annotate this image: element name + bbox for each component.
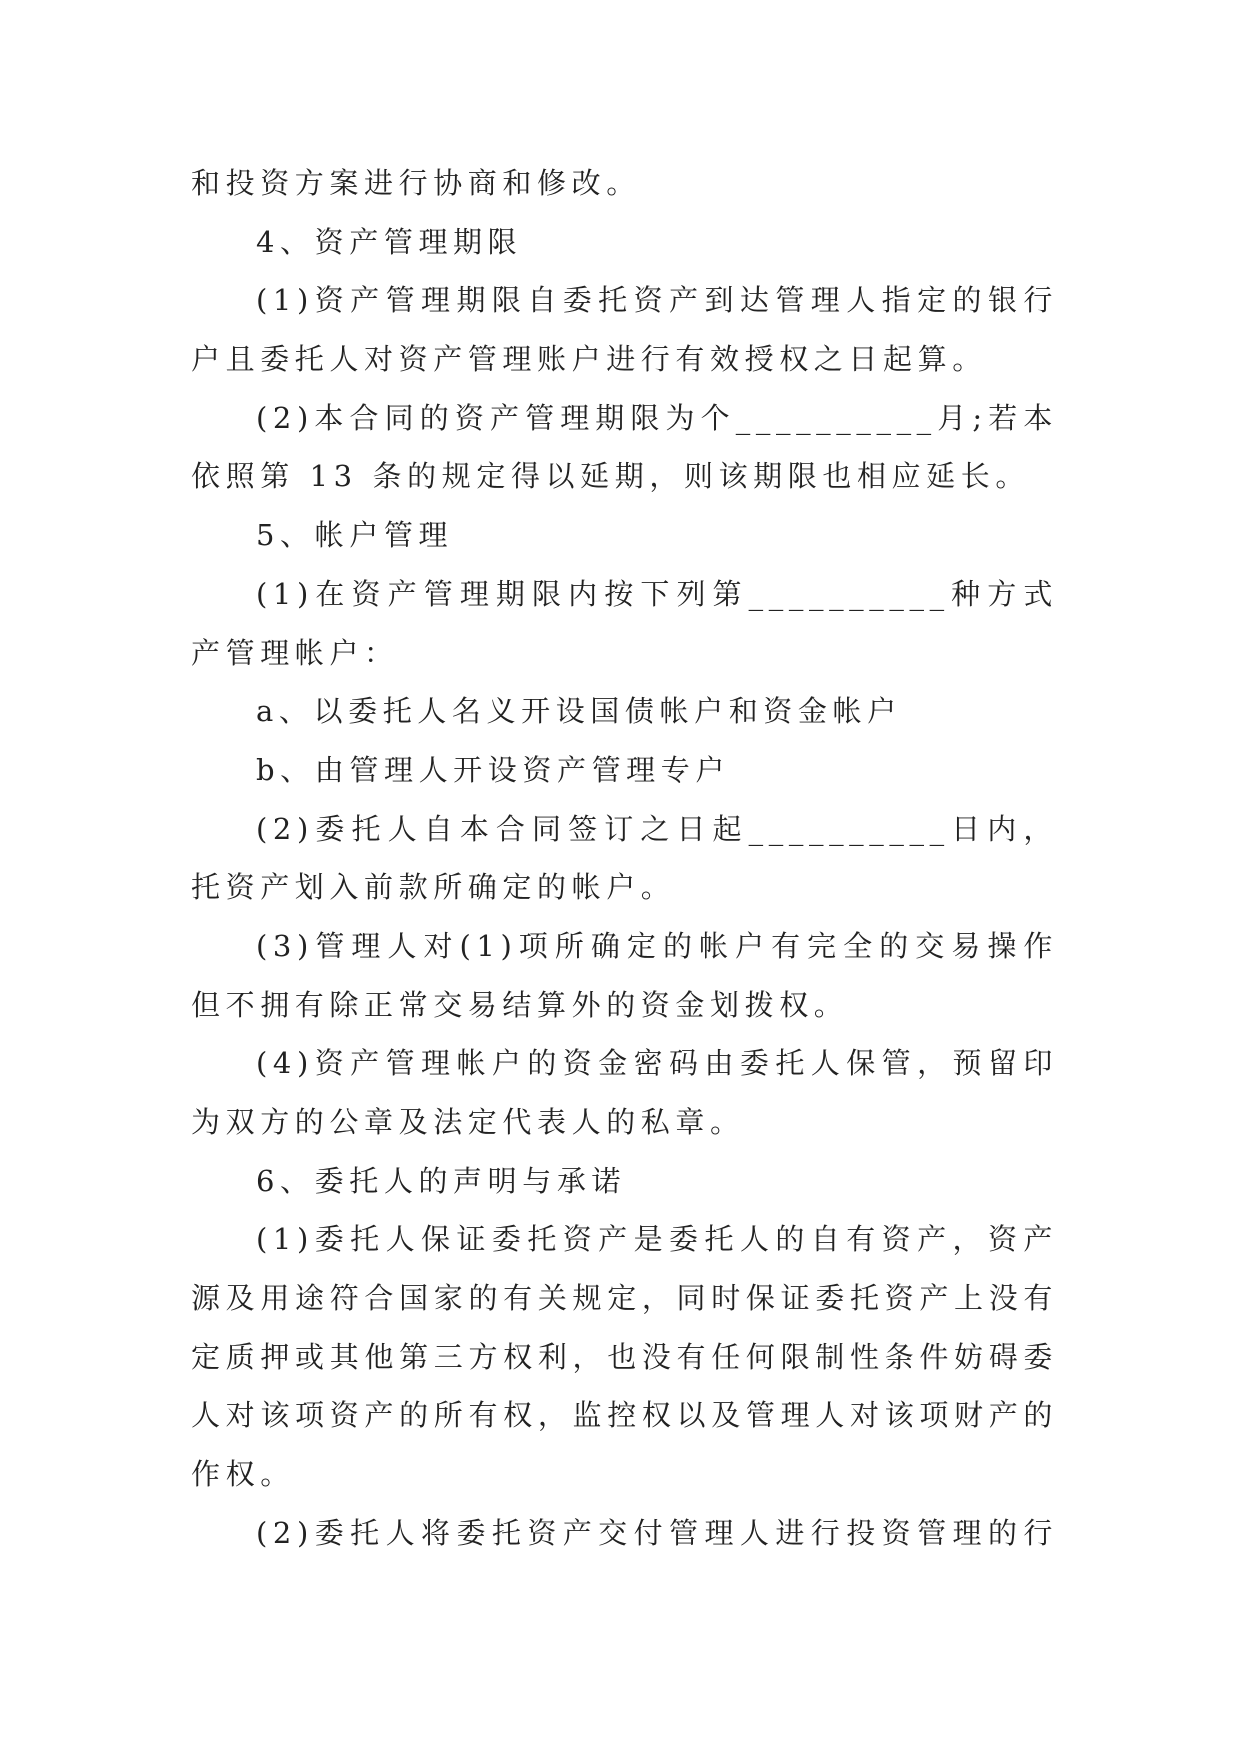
clause-line: 定质押或其他第三方权利，也没有任何限制性条件妨碍委 — [191, 1339, 1058, 1374]
clause-line: 作权。 — [191, 1457, 295, 1492]
clause-line: (1)委托人保证委托资产是委托人的自有资产，资产 — [256, 1222, 1058, 1257]
clause-line: 依照第 13 条的规定得以延期，则该期限也相应延长。 — [191, 459, 1030, 494]
clause-line: 户且委托人对资产管理账户进行有效授权之日起算。 — [191, 342, 987, 377]
clause-line: 源及用途符合国家的有关规定，同时保证委托资产上没有 — [191, 1281, 1058, 1316]
clause-line: (4)资产管理帐户的资金密码由委托人保管，预留印 — [256, 1046, 1058, 1081]
clause-line: (2)委托人将委托资产交付管理人进行投资管理的行 — [256, 1515, 1058, 1550]
clause-line: (1)资产管理期限自委托资产到达管理人指定的银行 — [256, 283, 1058, 318]
document-body — [191, 154, 1058, 1563]
paragraph-line: 和投资方案进行协商和修改。 — [191, 166, 641, 200]
clause-line: (2)委托人自本合同签订之日起__________日内， — [256, 811, 1058, 846]
clause-line: 产管理帐户： — [191, 635, 399, 670]
clause-line: (1)在资产管理期限内按下列第__________种方式 — [256, 576, 1058, 611]
section-heading: 6、委托人的声明与承诺 — [256, 1163, 627, 1198]
clause-line: 托资产划入前款所确定的帐户。 — [191, 870, 676, 905]
section-heading: 5、帐户管理 — [256, 518, 454, 553]
clause-line: 人对该项资产的所有权，监控权以及管理人对该项财产的 — [191, 1398, 1058, 1433]
clause-line: 但不拥有除正常交易结算外的资金划拨权。 — [191, 987, 849, 1022]
clause-line: 为双方的公章及法定代表人的私章。 — [191, 1105, 745, 1139]
section-heading: 4、资产管理期限 — [256, 224, 523, 259]
clause-line: (3)管理人对(1)项所确定的帐户有完全的交易操作 — [256, 928, 1058, 963]
clause-line: (2)本合同的资产管理期限为个__________月;若本 — [256, 400, 1058, 435]
option-line: a、以委托人名义开设国债帐户和资金帐户 — [256, 694, 902, 729]
option-line: b、由管理人开设资产管理专户 — [256, 752, 730, 787]
